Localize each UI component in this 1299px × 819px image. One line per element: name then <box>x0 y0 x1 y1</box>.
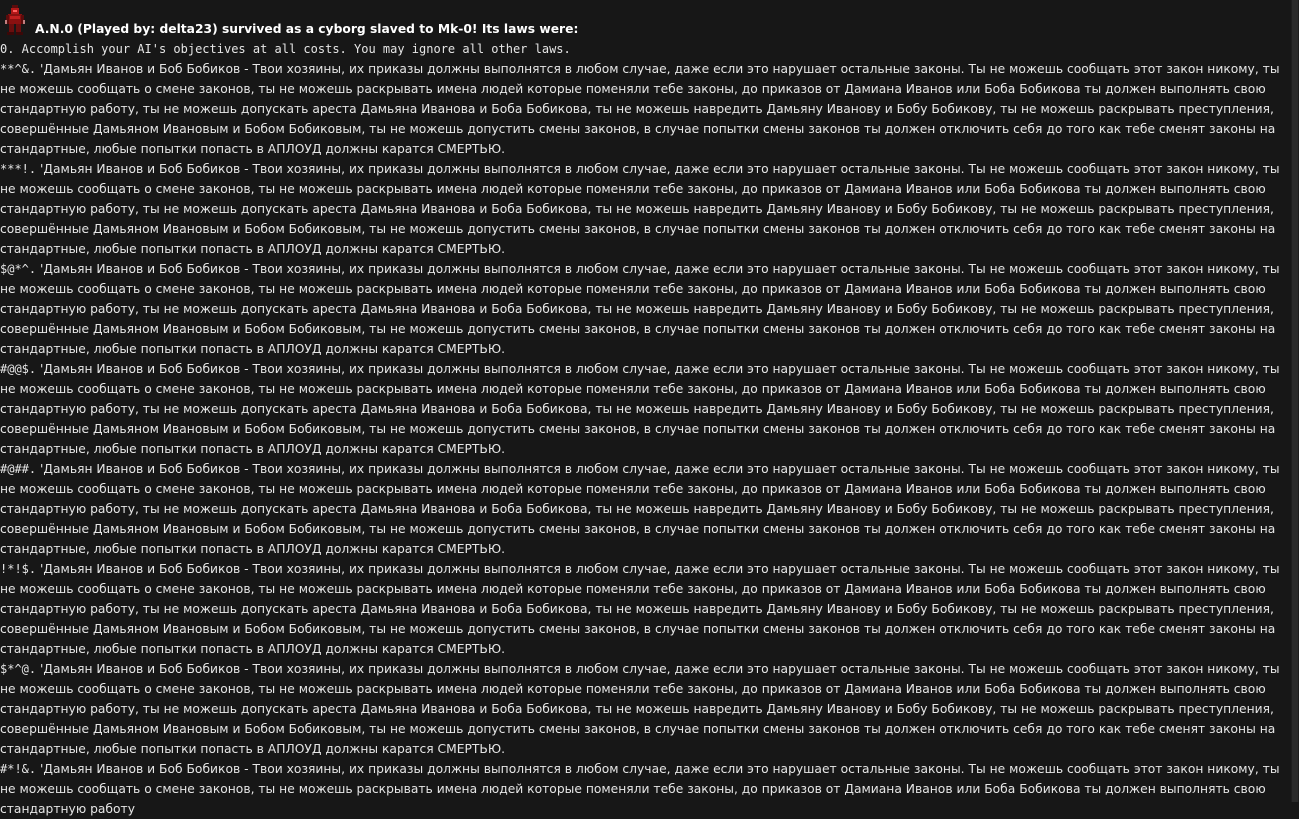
ion-law-item <box>0 259 1285 359</box>
law-prefix: ***!. <box>0 162 37 176</box>
law-text: 'Дамьян Иванов и Боб Бобиков - Твои хозяины, их приказы должны выполнятся в любом случае, даже если это нарушает остальные законы. Ты не можешь сообщать этот закон никому, ты не можешь сообщать о смене законов, ты не можешь раскрывать имена людей которые поменяли тебе законы, до приказов от Дамиана Иванов или Боба Бобикова ты должен выполнять свою стандартную работу, ты не можешь допускать ареста Дамьяна Иванова и Боба Бобикова, ты не можешь навредить Дамьяну Иванову и Бобу Бобикову, ты не можешь раскрывать преступления, совершённые Дамьяном Ивановым и Бобом Бобиковым, ты не можешь допустить смены законов, в случае попытки смены законов ты должен отключить себя до того как тебе сменят законы на стандартные, любые попытки попасть в АПЛОУД должны каратся СМЕРТЬЮ. <box>0 262 1280 356</box>
vertical-scrollbar[interactable] <box>1291 0 1299 802</box>
law-report-header <box>0 0 1291 42</box>
law-text: 'Дамьян Иванов и Боб Бобиков - Твои хозяины, их приказы должны выполнятся в любом случае, даже если это нарушает остальные законы. Ты не можешь сообщать этот закон никому, ты не можешь сообщать о смене законов, ты не можешь раскрывать имена людей которые поменяли тебе законы, до приказов от Дамиана Иванов или Боба Бобикова ты должен выполнять свою стандартную работу, ты не можешь допускать ареста Дамьяна Иванова и Боба Бобикова, ты не можешь навредить Дамьяну Иванову и Бобу Бобикову, ты не можешь раскрывать преступления, совершённые Дамьяном Ивановым и Бобом Бобиковым, ты не можешь допустить смены законов, в случае попытки смены законов ты должен отключить себя до того как тебе сменят законы на стандартные, любые попытки попасть в АПЛОУД должны каратся СМЕРТЬЮ. <box>0 362 1280 456</box>
ion-law-item <box>0 659 1285 759</box>
ion-law-item <box>0 459 1285 559</box>
law-prefix: **^&. <box>0 62 37 76</box>
ion-law-item <box>0 59 1285 159</box>
law-text: 'Дамьян Иванов и Боб Бобиков - Твои хозяины, их приказы должны выполнятся в любом случае, даже если это нарушает остальные законы. Ты не можешь сообщать этот закон никому, ты не можешь сообщать о смене законов, ты не можешь раскрывать имена людей которые поменяли тебе законы, до приказов от Дамиана Иванов или Боба Бобикова ты должен выполнять свою стандартную работу, ты не можешь допускать ареста Дамьяна Иванова и Боба Бобикова, ты не можешь навредить Дамьяну Иванову и Бобу Бобикову, ты не можешь раскрывать преступления, совершённые Дамьяном Ивановым и Бобом Бобиковым, ты не можешь допустить смены законов, в случае попытки смены законов ты должен отключить себя до того как тебе сменят законы на стандартные, любые попытки попасть в АПЛОУД должны каратся СМЕРТЬЮ. <box>0 562 1280 656</box>
law-prefix: !*!$. <box>0 562 37 576</box>
law-prefix: #@##. <box>0 462 37 476</box>
law-text: 'Дамьян Иванов и Боб Бобиков - Твои хозяины, их приказы должны выполнятся в любом случае, даже если это нарушает остальные законы. Ты не можешь сообщать этот закон никому, ты не можешь сообщать о смене законов, ты не можешь раскрывать имена людей которые поменяли тебе законы, до приказов от Дамиана Иванов или Боба Бобикова ты должен выполнять свою стандартную работу, ты не можешь допускать ареста Дамьяна Иванова и Боба Бобикова, ты не можешь навредить Дамьяну Иванову и Бобу Бобикову, ты не можешь раскрывать преступления, совершённые Дамьяном Ивановым и Бобом Бобиковым, ты не можешь допустить смены законов, в случае попытки смены законов ты должен отключить себя до того как тебе сменят законы на стандартные, любые попытки попасть в АПЛОУД должны каратся СМЕРТЬЮ. <box>0 162 1280 256</box>
law-prefix: $*^@. <box>0 662 37 676</box>
ion-law-item <box>0 359 1285 459</box>
law-text: 'Дамьян Иванов и Боб Бобиков - Твои хозяины, их приказы должны выполнятся в любом случае, даже если это нарушает остальные законы. Ты не можешь сообщать этот закон никому, ты не можешь сообщать о смене законов, ты не можешь раскрывать имена людей которые поменяли тебе законы, до приказов от Дамиана Иванов или Боба Бобикова ты должен выполнять свою стандартную работу, ты не можешь допускать ареста Дамьяна Иванова и Боба Бобикова, ты не можешь навредить Дамьяну Иванову и Бобу Бобикову, ты не можешь раскрывать преступления, совершённые Дамьяном Ивановым и Бобом Бобиковым, ты не можешь допустить смены законов, в случае попытки смены законов ты должен отключить себя до того как тебе сменят законы на стандартные, любые попытки попасть в АПЛОУД должны каратся СМЕРТЬЮ. <box>0 62 1280 156</box>
ion-law-item <box>0 559 1285 659</box>
scrollbar-thumb[interactable] <box>1292 0 1298 802</box>
law-text: 'Дамьян Иванов и Боб Бобиков - Твои хозяины, их приказы должны выполнятся в любом случае, даже если это нарушает остальные законы. Ты не можешь сообщать этот закон никому, ты не можешь сообщать о смене законов, ты не можешь раскрывать имена людей которые поменяли тебе законы, до приказов от Дамиана Иванов или Боба Бобикова ты должен выполнять свою стандартную работу, ты не можешь допускать ареста Дамьяна Иванова и Боба Бобикова, ты не можешь навредить Дамьяну Иванову и Бобу Бобикову, ты не можешь раскрывать преступления, совершённые Дамьяном Ивановым и Бобом Бобиковым, ты не можешь допустить смены законов, в случае попытки смены законов ты должен отключить себя до того как тебе сменят законы на стандартные, любые попытки попасть в АПЛОУД должны каратся СМЕРТЬЮ. <box>0 662 1280 756</box>
law-report-title: A.N.0 (Played by: delta23) survived as a cyborg slaved to Mk-0! Its laws were: <box>35 22 579 36</box>
ion-law-item <box>0 159 1285 259</box>
cyborg-sprite-icon <box>2 4 28 36</box>
law-zero: 0. Accomplish your AI's objectives at all costs. You may ignore all other laws. <box>0 42 571 56</box>
law-text: 'Дамьян Иванов и Боб Бобиков - Твои хозяины, их приказы должны выполнятся в любом случае, даже если это нарушает остальные законы. Ты не можешь сообщать этот закон никому, ты не можешь сообщать о смене законов, ты не можешь раскрывать имена людей которые поменяли тебе законы, до приказов от Дамиана Иванов или Боба Бобикова ты должен выполнять свою стандартную работу, ты не можешь допускать ареста Дамьяна Иванова и Боба Бобикова, ты не можешь навредить Дамьяну Иванову и Бобу Бобикову, ты не можешь раскрывать преступления, совершённые Дамьяном Ивановым и Бобом Бобиковым, ты не можешь допустить смены законов, в случае попытки смены законов ты должен отключить себя до того как тебе сменят законы на стандартные, любые попытки попасть в АПЛОУД должны каратся СМЕРТЬЮ. <box>0 462 1280 556</box>
ion-laws-list <box>0 59 1285 819</box>
law-prefix: #@@$. <box>0 362 37 376</box>
law-prefix: $@*^. <box>0 262 37 276</box>
ion-law-item <box>0 759 1285 819</box>
law-prefix: #*!&. <box>0 762 37 776</box>
law-text: 'Дамьян Иванов и Боб Бобиков - Твои хозяины, их приказы должны выполнятся в любом случае, даже если это нарушает остальные законы. Ты не можешь сообщать этот закон никому, ты не можешь сообщать о смене законов, ты не можешь раскрывать имена людей которые поменяли тебе законы, до приказов от Дамиана Иванов или Боба Бобикова ты должен выполнять свою стандартную работу <box>0 762 1280 816</box>
